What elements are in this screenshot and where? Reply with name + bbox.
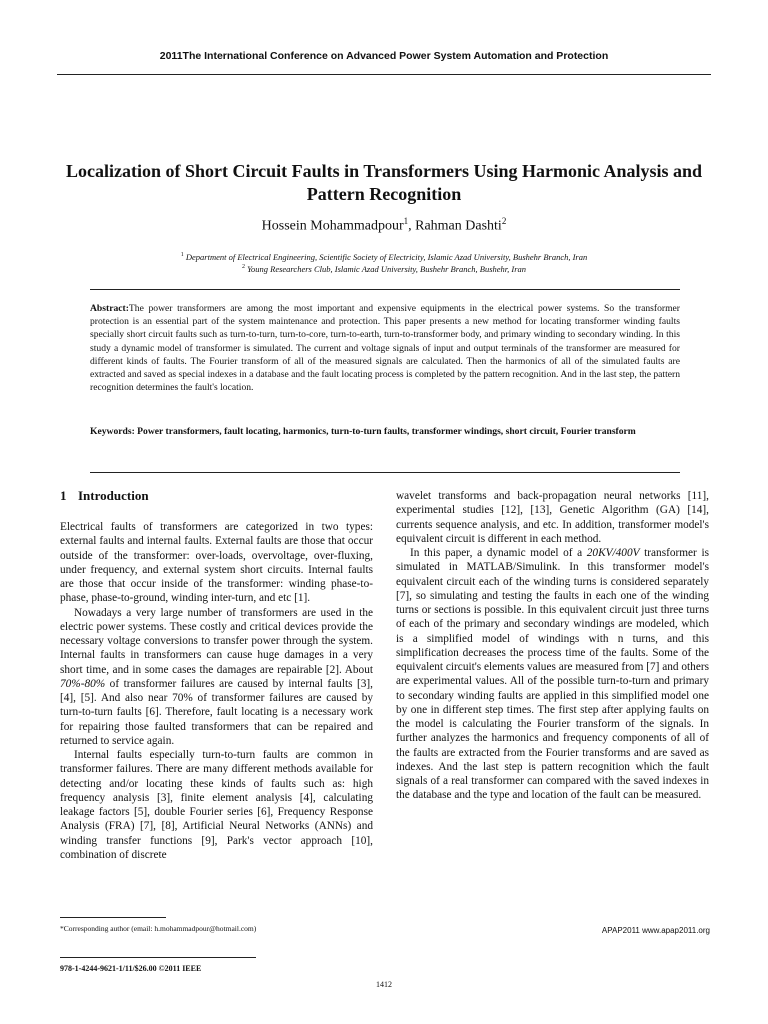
left-column	[60, 520, 373, 862]
keywords	[90, 425, 680, 438]
emphasis-text: 20KV/400V	[586, 547, 640, 559]
section-number: 1	[60, 488, 67, 503]
footnote-rule	[60, 917, 166, 918]
header-rule	[57, 74, 711, 75]
affiliation-mark: 1	[180, 252, 184, 259]
abstract-label: Abstract:	[90, 303, 129, 314]
affiliation-2	[0, 264, 768, 274]
paragraph-text: transformer is simulated in MATLAB/Simulink. In this transformer model's equivalent circuit each of the winding turns is considered separately [7], so simulating and testing the faults in each one of the winding turns or sections is possible. In this equivalent circuit just three turns of each of the primary and secondary windings are modeled, which is a simplified model of windings with n turns, and this simplification decreases the process time of the faults. Some of the equivalent circuit's elements values are measured from [7] and others are experimental values. All of the possible turn-to-turn and primary to secondary winding faults are applied in this simplified model one by one in different step times. The first step after applying faults on the model is calculating the Fourier transform of the signals. In further analyzes the harmonics and frequency components of all of the faults are extracted from the Fourier transforms and are saved as indexes. And the last step is pattern recognition which the fault signals of a real transformer can compared with the saved indexes in the database and the type and location of the fault can be measured.	[396, 547, 709, 802]
page-number: 1412	[376, 980, 392, 989]
author-name: Hossein Mohammadpour	[261, 218, 404, 234]
paragraph-text: of transformer failures are caused by internal faults [3], [4], [5]. And also near 70% of transformer failures are caused by turn-to-turn faults [6]. Therefore, fault locating is a necessary work for repairing those faulted transformers that can be repaired and returned to service again.	[60, 677, 373, 747]
paragraph	[396, 546, 709, 803]
abstract-top-rule	[90, 289, 680, 290]
paragraph-text: In this paper, a dynamic model of a	[410, 547, 587, 559]
keywords-text: Power transformers, fault locating, harmonics, turn-to-turn faults, transformer windings, short circuit, Fourier transform	[137, 426, 636, 437]
affiliation-text: Young Researchers Club, Islamic Azad University, Bushehr Branch, Bushehr, Iran	[247, 264, 527, 274]
emphasis-text: 70%-80%	[60, 677, 106, 690]
paragraph: Internal faults especially turn-to-turn faults are common in transformer failures. There are many different methods available for detecting and/or locating these kinds of faults such as: high frequency analysis [3], finite element analysis [4], calculating leakage factors [5], double Fourier series [6], Frequency Response Analysis (FRA) [7], [8], Artificial Neural Networks (ANNs) and winding transfer functions [9], Park's vector approach [10], combination of discrete	[60, 749, 373, 861]
paragraph: Electrical faults of transformers are categorized in two types: external faults and internal faults. External faults are those that occur outside of the transformer: over-loads, overvoltage, over-fluxing, under frequency, and external system short circuits. Internal faults are those that occur inside of the transformer: winding phase-to-phase, phase-to-ground, winding inter-turn, and etc [1].	[60, 521, 373, 605]
keywords-label: Keywords:	[90, 426, 135, 437]
conference-header: 2011The International Conference on Advanced Power System Automation and Protection	[159, 50, 609, 62]
conference-website-note: APAP2011 www.apap2011.org	[601, 926, 710, 935]
author-affiliation-mark: 2	[501, 216, 507, 226]
abstract-text: The power transformers are among the most important and expensive equipments in the electrical power systems. So the transformer protection is an essential part of the system maintenance and protection. This paper presents a new method for locating transformer winding faults specially short circuit faults such as turn-to-turn, turn-to-core, turn-to-earth, turn-to-transformer body, and primary winding to secondary winding. In this study a dynamic model of transformer is simulated. The current and voltage signals of input and output terminals of the transformer are measured for different kinds of faults. The Fourier transform of all of the measured signals are calculated. Then the harmonics of all of the simulated faults are extracted and saved as special indexes in a database and the fault locating process is completed by the pattern recognition. And in the last step, the pattern recognition determines the fault's location.	[90, 303, 680, 394]
paper-title: Localization of Short Circuit Faults in Transformers Using Harmonic Analysis and Pattern Recognition	[65, 161, 703, 204]
author-separator: ,	[408, 218, 416, 234]
corresponding-author-footnote: *Corresponding author (email: h.mohammadpour@hotmail.com)	[60, 924, 257, 933]
abstract-bottom-rule	[90, 472, 680, 473]
section-title: Introduction	[78, 488, 149, 503]
affiliation-1	[0, 252, 768, 262]
right-column	[396, 489, 709, 803]
section-heading	[60, 488, 149, 504]
author-affiliation-mark: 1	[403, 216, 409, 226]
isbn-copyright: 978-1-4244-9621-1/11/$26.00 ©2011 IEEE	[60, 964, 202, 973]
isbn-rule	[60, 957, 256, 958]
affiliation-text: Department of Electrical Engineering, Scientific Society of Electricity, Islamic Azad University, Bushehr Branch, Iran	[185, 252, 588, 262]
author-name: Rahman Dashti	[415, 218, 502, 234]
paragraph	[60, 606, 373, 749]
paragraph-text: Nowadays a very large number of transformers are used in the electric power systems. These costly and critical devices provide the necessary voltage conversions to transfer power through the system. Internal faults in transformers can cause huge damages in a very short time, and in some cases the damages are repairable [2]. About	[60, 606, 373, 676]
affiliation-mark: 2	[241, 264, 245, 271]
abstract	[90, 302, 680, 394]
paragraph: wavelet transforms and back-propagation neural networks [11], experimental studies [12], [13], Genetic Algorithm (GA) [14], currents sequence analysis, and etc. In addition, transformer model's equivalent circuit is different in each method.	[396, 490, 709, 545]
author-line	[0, 216, 768, 235]
